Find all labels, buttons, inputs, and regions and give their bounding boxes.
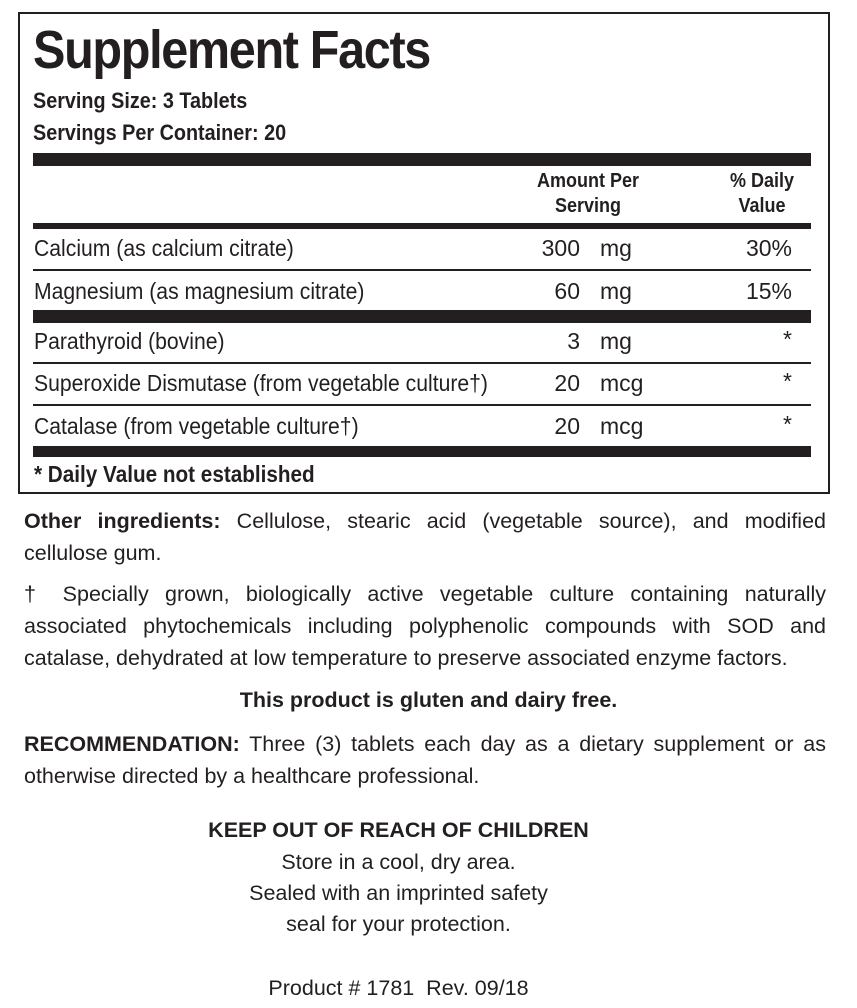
nutrient-name: Magnesium (as magnesium citrate) — [34, 278, 365, 304]
storage-note: Store in a cool, dry area. — [281, 850, 516, 874]
col-header-amount-line2: Serving — [554, 195, 622, 217]
thick-divider — [33, 153, 811, 166]
other-ingredients — [24, 505, 826, 569]
nutrient-name: Superoxide Dismutase (from vegetable culture†) — [34, 370, 488, 396]
nutrient-daily-value: * — [783, 326, 792, 352]
nutrient-unit: mcg — [600, 413, 644, 439]
row-divider — [33, 362, 811, 364]
nutrient-unit: mcg — [600, 370, 644, 396]
panel-title: Supplement Facts — [33, 20, 430, 80]
nutrient-unit: mg — [600, 235, 632, 261]
nutrient-unit: mg — [600, 328, 632, 354]
nutrient-amount: 3 — [567, 328, 580, 354]
nutrient-daily-value: 30% — [745, 235, 792, 261]
nutrient-name: Calcium (as calcium citrate) — [34, 235, 294, 261]
other-ingredients-label: Other ingredients: — [24, 509, 221, 533]
recommendation-label: RECOMMENDATION: — [24, 732, 240, 756]
row-divider — [33, 269, 811, 271]
culture-note: † Specially grown, biologically active vegetable culture containing naturally associated phytochemicals including polyphenolic compounds with SOD and catalase, dehydrated at low temperature to preserve associated enzyme factors. — [24, 582, 826, 670]
nutrient-name: Parathyroid (bovine) — [34, 328, 225, 354]
col-header-amount — [525, 169, 651, 219]
col-header-amount-line1: Amount Per — [536, 170, 640, 192]
row-divider — [33, 404, 811, 406]
thick-divider — [33, 446, 811, 457]
nutrient-amount: 300 — [541, 235, 580, 261]
keep-out-warning: KEEP OUT OF REACH OF CHILDREN — [208, 818, 589, 842]
nutrient-unit: mg — [600, 278, 632, 304]
serving-size: Serving Size: 3 Tablets — [33, 88, 248, 113]
nutrient-amount: 20 — [554, 413, 580, 439]
seal-note-line2: seal for your protection. — [286, 912, 511, 936]
header-divider — [33, 223, 811, 229]
col-header-daily-value — [712, 169, 813, 219]
nutrient-daily-value: * — [783, 368, 792, 394]
thick-divider — [33, 310, 811, 323]
nutrient-amount: 60 — [554, 278, 580, 304]
nutrient-amount: 20 — [554, 370, 580, 396]
nutrient-daily-value: 15% — [745, 278, 792, 304]
nutrient-name: Catalase (from vegetable culture†) — [34, 413, 359, 439]
servings-per-container: Servings Per Container: 20 — [33, 120, 287, 145]
recommendation — [24, 728, 826, 792]
other-ingredients-text: Cellulose, stearic acid (vegetable source), and modified cellulose gum. — [24, 509, 826, 565]
supplement-facts-panel — [18, 12, 830, 494]
nutrient-daily-value: * — [783, 411, 792, 437]
seal-note-line1: Sealed with an imprinted safety — [249, 881, 548, 905]
col-header-dv-line2: Value — [738, 195, 786, 217]
col-header-dv-line1: % Daily — [729, 170, 795, 192]
daily-value-footnote: * Daily Value not established — [34, 461, 315, 487]
product-number: Product # 1781 Rev. 09/18 — [268, 976, 529, 1000]
gluten-dairy-note: This product is gluten and dairy free. — [239, 688, 618, 712]
recommendation-text: Three (3) tablets each day as a dietary supplement or as otherwise directed by a healthcare professional. — [24, 732, 826, 788]
